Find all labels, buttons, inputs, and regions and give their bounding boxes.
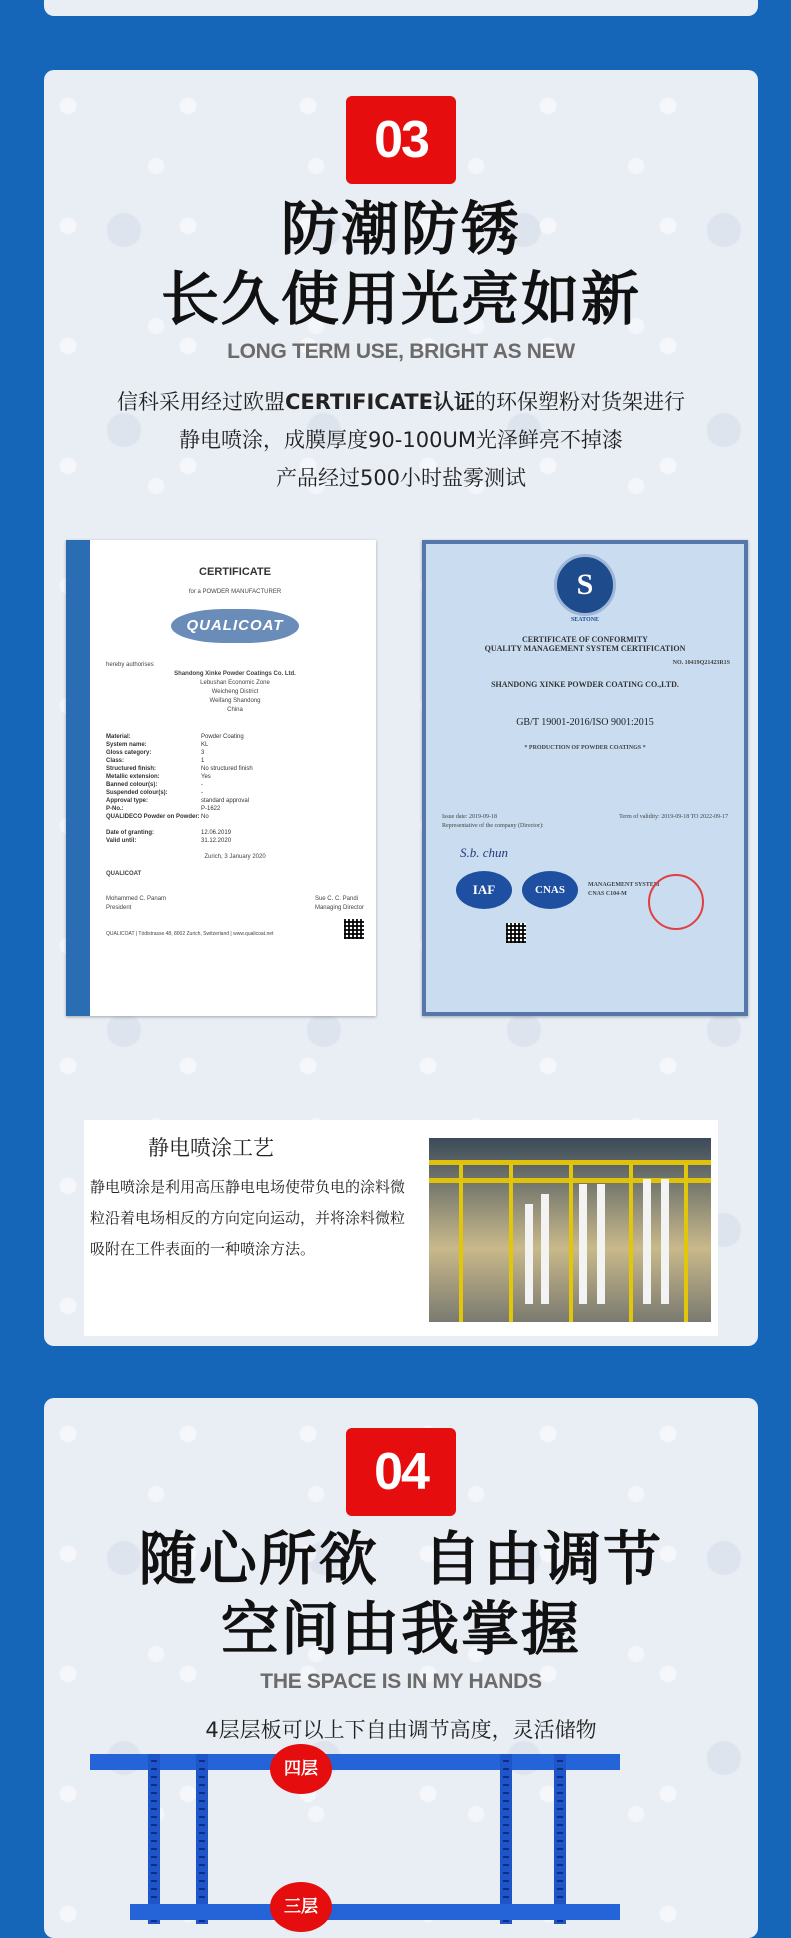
certificate-row <box>106 773 364 781</box>
certificate-for: for a POWDER MANUFACTURER <box>188 589 282 595</box>
section-title-line1: 防潮防锈 <box>280 195 521 263</box>
signature-2-name: Sue C. C. Pandi <box>314 896 358 902</box>
certificate-number: NO. 10419Q21423R1S <box>672 660 730 666</box>
process-box <box>84 1120 718 1336</box>
description-line3: 产品经过500小时盐雾测试 <box>275 466 527 490</box>
certificate-row <box>106 805 364 813</box>
certified-company: SHANDONG XINKE POWDER COATING CO.,LTD. <box>491 680 679 689</box>
qr-code-icon <box>344 919 364 939</box>
cnas-badge-icon: CNAS <box>522 871 578 909</box>
certificate-rows <box>106 733 364 821</box>
certificate-row-label: Structured finish: <box>106 766 157 772</box>
certificate-row-label: Suspended colour(s): <box>106 790 168 796</box>
red-seal-icon <box>648 874 704 930</box>
section-title-line2: 长久使用光亮如新 <box>160 265 641 333</box>
certificate-row <box>106 789 364 797</box>
qms-title: QUALITY MANAGEMENT SYSTEM CERTIFICATION <box>484 644 686 653</box>
certificate-side-bar <box>66 540 90 1016</box>
certificate-row <box>106 765 364 773</box>
rack-post-left <box>148 1754 160 1924</box>
certificate-addr2: Weicheng District <box>211 689 259 695</box>
iso-standard: GB/T 19001-2016/ISO 9001:2015 <box>516 717 654 728</box>
signature-1-role: President <box>106 905 132 911</box>
representative: Representative of the company (Director): <box>442 823 544 829</box>
description-line1-post: 的环保塑粉对货架进行 <box>474 390 685 414</box>
qualicoat-certificate <box>66 540 376 1016</box>
certificate-row-value: 1 <box>201 758 205 764</box>
certificate-row-label: Class: <box>106 758 125 764</box>
certificate-addr4: China <box>227 707 243 713</box>
conformity-title: CERTIFICATE OF CONFORMITY <box>522 635 648 644</box>
certificate-row <box>106 781 364 789</box>
granting-label: Date of granting: <box>106 830 154 836</box>
certificate-row-value: No <box>201 814 209 820</box>
certificate-row-value: KL <box>201 742 209 748</box>
signature-2-role: Managing Director <box>314 905 364 911</box>
section-03-panel <box>44 70 758 1346</box>
ms-label: MANAGEMENT SYSTEM <box>588 882 660 888</box>
rack-post-right <box>554 1754 566 1924</box>
description-line1 <box>44 386 758 416</box>
brand-name: SEATONE <box>570 617 600 623</box>
certificate-row <box>106 733 364 741</box>
certificate-row-label: P-No.: <box>106 806 124 812</box>
iso-certificate <box>422 540 748 1016</box>
certificate-row-label: Gloss category: <box>106 750 152 756</box>
section-number-badge: 03 <box>346 96 456 184</box>
certificate-row-label: Material: <box>106 734 131 740</box>
place-date: Zurich, 3 January 2020 <box>204 854 266 860</box>
certificate-row <box>106 749 364 757</box>
process-text: 静电喷涂是利用高压静电电场使带负电的涂料微粒沿着电场相反的方向定向运动，并将涂料微粒吸附在工件表面的一种喷涂方法。 <box>90 1178 406 1258</box>
tag-fourth-layer: 四层 <box>270 1744 332 1794</box>
certificate-org: QUALICOAT <box>106 871 142 877</box>
certificate-row <box>106 757 364 765</box>
certificate-row-label: Banned colour(s): <box>106 782 158 788</box>
certificate-row-value: - <box>201 790 203 796</box>
certificate-row-label: Metallic extension: <box>106 774 160 780</box>
certificate-row-value: No structured finish <box>201 766 253 772</box>
qualicoat-logo: QUALICOAT <box>171 609 299 643</box>
adjust-description: 4层层板可以上下自由调节高度，灵活储物 <box>205 1718 597 1742</box>
certificate-addr1: Lebushan Economic Zone <box>200 680 270 686</box>
description-line1-bold: CERTIFICATE认证 <box>285 390 475 414</box>
process-title: 静电喷涂工艺 <box>148 1136 274 1160</box>
certificate-row <box>106 741 364 749</box>
iaf-badge-icon: IAF <box>456 871 512 909</box>
rack-top-beam <box>90 1754 620 1770</box>
certificate-addr3: Weifang Shandong <box>209 698 261 704</box>
signature: S.b. chun <box>460 845 509 860</box>
rack-post-inner-left <box>196 1754 208 1924</box>
certificate-row-value: Yes <box>201 774 211 780</box>
seatone-logo-icon: S <box>554 554 616 616</box>
valid-value: 31.12.2020 <box>201 838 232 844</box>
signature-1-name: Mohammed C. Panam <box>106 896 167 902</box>
section-title-line2: 空间由我掌握 <box>220 1595 581 1663</box>
certificate-row-label: QUALIDECO Powder on Powder: <box>106 814 200 820</box>
certificate-hereby: hereby authorises <box>106 662 154 668</box>
certificate-row <box>106 813 364 821</box>
section-title-line1: 随心所欲 自由调节 <box>138 1525 664 1593</box>
valid-label: Valid until: <box>106 838 137 844</box>
certificate-row-value: standard approval <box>201 798 250 804</box>
issue-date: Issue date: 2019-09-18 <box>442 814 497 820</box>
qr-code-icon <box>506 923 526 943</box>
spraying-line-photo <box>429 1138 711 1322</box>
certificate-title: CERTIFICATE <box>199 566 271 578</box>
certificate-row <box>106 797 364 805</box>
certificate-row-label: Approval type: <box>106 798 149 804</box>
rack-lower-beam <box>130 1904 620 1920</box>
description-line1-pre: 信科采用经过欧盟 <box>117 390 285 414</box>
description-line2: 静电喷涂，成膜厚度90-100UM光泽鲜亮不掉漆 <box>179 428 623 452</box>
section-number-badge: 04 <box>346 1428 456 1516</box>
cnas-code: CNAS C104-M <box>588 891 627 897</box>
validity: Term of validity: 2019-09-18 TO 2022-09-17 <box>619 814 728 820</box>
certificate-row-value: - <box>201 782 203 788</box>
certificate-row-value: 3 <box>201 750 205 756</box>
section-subtitle-en: LONG TERM USE, BRIGHT AS NEW <box>227 340 575 363</box>
rack-post-inner-right <box>500 1754 512 1924</box>
shelf-rack-image <box>90 1754 620 1924</box>
previous-panel-bottom <box>44 0 758 16</box>
certificate-row-value: Powder Coating <box>201 734 244 740</box>
certificate-row-label: System name: <box>106 742 147 748</box>
tag-third-layer: 三层 <box>270 1882 332 1932</box>
granting-value: 12.06.2019 <box>201 830 232 836</box>
certificate-row-value: P-1622 <box>201 806 221 812</box>
certificate-company: Shandong Xinke Powder Coatings Co. Ltd. <box>174 671 296 677</box>
section-subtitle-en: THE SPACE IS IN MY HANDS <box>260 1670 542 1693</box>
certified-scope: * PRODUCTION OF POWDER COATINGS * <box>524 745 646 751</box>
certificate-footer: QUALICOAT | Tödistrasse 48, 8002 Zurich, Switzerland | www.qualicoat.net <box>106 931 274 937</box>
